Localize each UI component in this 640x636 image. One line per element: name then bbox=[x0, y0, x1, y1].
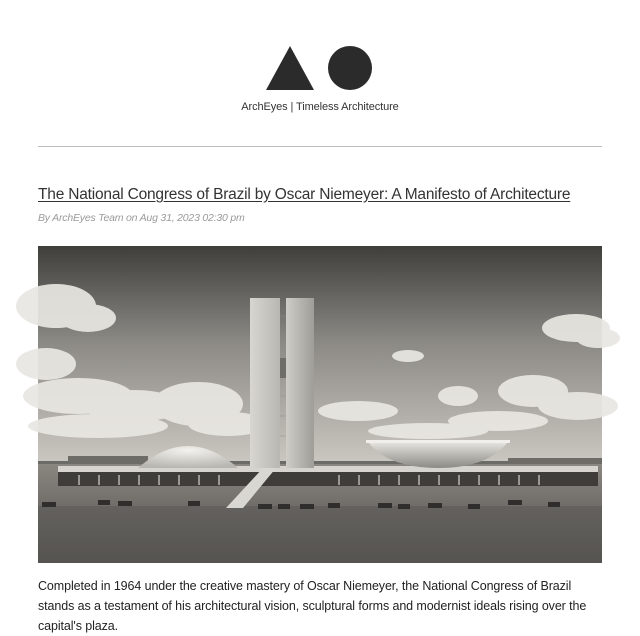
article-body-text: Completed in 1964 under the creative mastery of Oscar Niemeyer, the National Congress of Brazil stands as a testament of his architectural vision, sculptural forms and modernist ideals rising over the capital's plaza. bbox=[38, 579, 587, 633]
site-tagline: ArchEyes | Timeless Architecture bbox=[241, 101, 399, 113]
logo-triangle-icon bbox=[266, 46, 314, 90]
national-congress-photo bbox=[38, 246, 602, 563]
header-divider bbox=[38, 146, 602, 147]
archeyes-logo[interactable] bbox=[0, 44, 640, 92]
article-hero-image[interactable] bbox=[38, 246, 602, 563]
article-byline: By ArchEyes Team on Aug 31, 2023 02:30 pm bbox=[38, 212, 245, 224]
article-title-link[interactable]: The National Congress of Brazil by Oscar Niemeyer: A Manifesto of Architecture bbox=[38, 186, 571, 203]
logo-circle-icon bbox=[328, 46, 372, 90]
logo-shapes-icon bbox=[264, 44, 376, 92]
